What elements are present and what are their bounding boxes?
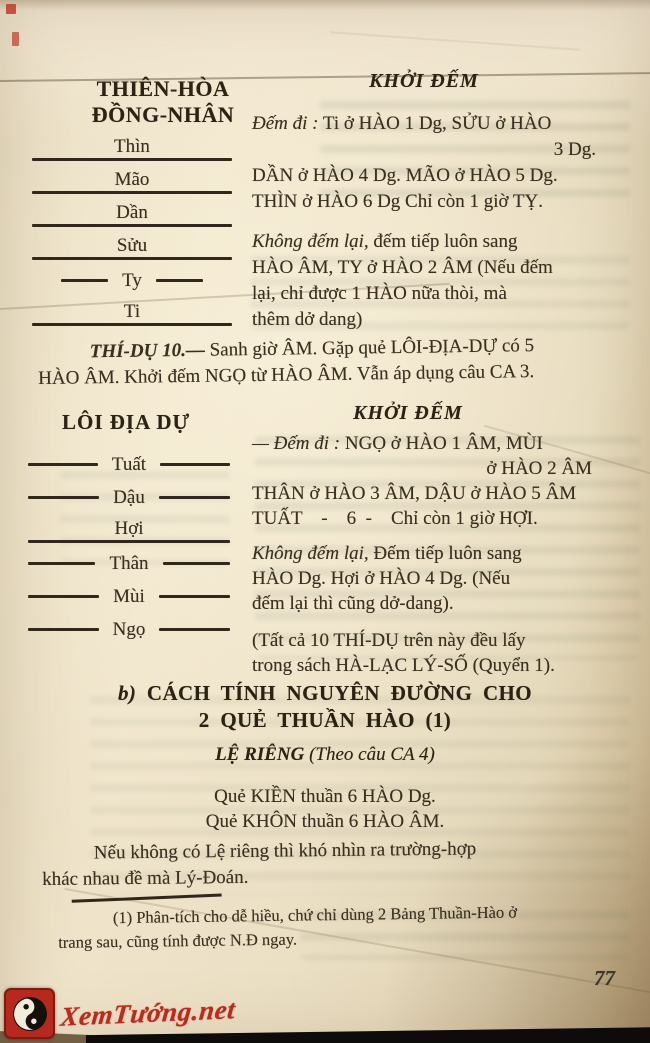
khoi-dem-header: KHỞI ĐẾM [353, 402, 463, 424]
text-line [252, 541, 644, 566]
line-label: Ty [122, 269, 142, 291]
text-line: thêm dở dang) [252, 309, 363, 330]
red-corner-mark [12, 32, 19, 46]
hexagram-line-yin [28, 452, 230, 477]
line-label: Sửu [116, 235, 148, 256]
yang-line [32, 257, 232, 260]
text: Ti ở HÀO 1 Dg, SỬU ở HÀO [322, 113, 552, 134]
text-line: ở HÀO 2 ÂM [486, 458, 592, 479]
watermark [4, 988, 235, 1039]
line-label: Mùi [113, 585, 145, 607]
line-label: Hợi [114, 518, 144, 539]
footnote [58, 890, 619, 954]
line-label: Mão [114, 169, 150, 190]
watermark-site-name: XemTướng.net [59, 994, 237, 1032]
text-line: lại, chỉ được 1 HÀO nữa thòi, mà [252, 283, 507, 304]
thi-du-lead: THÍ-DỤ 10.— [89, 339, 206, 363]
yang-line [32, 224, 232, 227]
hexagram-line-yang [32, 235, 232, 260]
lead-italic: Đếm đi : [252, 113, 319, 134]
hexagram-line-yang [32, 301, 232, 326]
heading-text: CÁCH TÍNH NGUYÊN ĐƯỜNG CHO [146, 681, 533, 705]
yin-line-left [28, 595, 99, 598]
text-line: (Tất cả 10 THÍ-DỤ trên này đều lấy [252, 630, 526, 651]
yin-line-right [159, 595, 230, 598]
red-corner-mark [6, 4, 16, 14]
hexagram-line-yin [28, 485, 230, 510]
text: Đếm tiếp luôn sang [373, 543, 522, 564]
khoi-dem-header: KHỞI ĐẾM [369, 70, 479, 92]
text: NGỌ ở HÀO 1 ÂM, MÙI [344, 433, 543, 454]
yin-line-right [160, 463, 230, 466]
text-line: HÀO Dg. Hợi ở HÀO 4 Dg. (Nếu [252, 568, 511, 589]
hexagram-line-yang [28, 518, 230, 543]
counting-column-1 [252, 70, 642, 333]
line-label: Thìn [114, 136, 150, 157]
le-rieng-label: LỆ RIÊNG [215, 744, 305, 765]
paper-crease [330, 31, 579, 50]
text-line: khác nhau đề mà Lý-Đoán. [42, 866, 249, 891]
text-line: trong sách HÀ-LẠC LÝ-SỐ (Quyển 1). [252, 655, 555, 676]
line-label: Dậu [113, 486, 145, 508]
hexagram1-title [53, 76, 273, 128]
rule-line: Quẻ KIỀN thuần 6 HÀO Dg. [214, 786, 436, 807]
lead-italic: — Đếm đi : [252, 433, 341, 454]
yin-line-left [28, 628, 99, 631]
line-label: Thân [109, 552, 149, 574]
hexagram-line-yin [32, 268, 232, 293]
text-line [252, 229, 642, 255]
footnote-line: trang sau, cũng tính được N.Đ ngay. [58, 929, 298, 952]
text-line: HÀO ÂM, TY ở HÀO 2 ÂM (Nếu đếm [252, 257, 553, 278]
line-label: Ngọ [112, 618, 146, 640]
section-b-subheading [0, 744, 650, 766]
text: đếm tiếp luôn sang [373, 231, 518, 252]
text-line: 3 Dg. [553, 139, 596, 160]
text-line: THÌN ở HÀO 6 Dg Chỉ còn 1 giờ TỴ. [252, 191, 544, 212]
hexagram1-title-line2: ĐỒNG-NHÂN [91, 102, 235, 127]
text: Sanh giờ ÂM. Gặp quẻ LÔI-ĐỊA-DỰ có 5 [209, 335, 535, 361]
counting-column-2 [252, 402, 644, 678]
thi-du-10-paragraph [38, 332, 617, 392]
closing-paragraph [42, 835, 618, 893]
line-label: Ti [123, 301, 141, 322]
subheading-rest: (Theo câu CA 4) [309, 744, 435, 765]
yin-line-right [159, 496, 230, 499]
line-label: Dần [116, 202, 148, 223]
hexagram2-title: LÔI ĐỊA DỰ [62, 410, 191, 434]
yin-line-right [159, 628, 230, 631]
text-line: Nếu không có Lệ riêng thì khó nhìn ra trường-hợp [93, 838, 477, 864]
hexagram-line-yin [28, 617, 230, 642]
text-line: DẦN ở HÀO 4 Dg. MÃO ở HÀO 5 Dg. [252, 165, 558, 186]
footnote-line: (1) Phân-tích cho dễ hiều, chứ chỉ dùng 2 Bảng Thuần-Hào ở [112, 902, 518, 927]
hexagram-line-yang [32, 136, 232, 161]
heading-prefix: b) [117, 681, 137, 705]
yin-line-left [61, 279, 108, 282]
line-label: Tuất [111, 453, 147, 475]
hexagram2-diagram [28, 452, 230, 650]
lead-italic: Không đếm lại, [252, 231, 369, 252]
yang-line [32, 191, 232, 194]
hexagram-line-yin [28, 584, 230, 609]
rule-line: Quẻ KHÔN thuần 6 HÀO ÂM. [205, 811, 445, 832]
yang-line [28, 540, 230, 543]
yin-line-left [28, 562, 95, 565]
text-line [252, 431, 644, 456]
yin-yang-icon [4, 988, 55, 1039]
yin-line-right [163, 562, 230, 565]
text-line: HÀO ÂM. Khởi đếm NGỌ từ HÀO ÂM. Vẫn áp dụng câu CA 3. [38, 361, 535, 390]
yin-line-right [156, 279, 203, 282]
hexagram-line-yin [28, 551, 230, 576]
hexagram-line-yang [32, 169, 232, 194]
hexagram1-title-line1: THIÊN-HÒA [96, 76, 230, 101]
text-line: THÂN ở HÀO 3 ÂM, DẬU ở HÀO 5 ÂM [252, 483, 577, 504]
section-b [0, 680, 650, 834]
page-number: 77 [594, 966, 615, 990]
section-b-heading-line2: 2 QUẺ THUẦN HÀO (1) [198, 708, 452, 732]
yang-line [32, 323, 232, 326]
section-b-heading-line1 [0, 680, 650, 707]
text-line: TUẤT - 6 - Chỉ còn 1 giờ HỢI. [252, 508, 538, 529]
yang-line [32, 158, 232, 161]
hexagram1-diagram [32, 136, 232, 334]
lead-italic: Không đếm lại, [252, 543, 369, 564]
yin-line-left [28, 496, 99, 499]
text-line: đếm lại thì cũng dở-dang). [252, 593, 454, 614]
text-line [252, 111, 642, 137]
hexagram-line-yang [32, 202, 232, 227]
yin-line-left [28, 463, 98, 466]
